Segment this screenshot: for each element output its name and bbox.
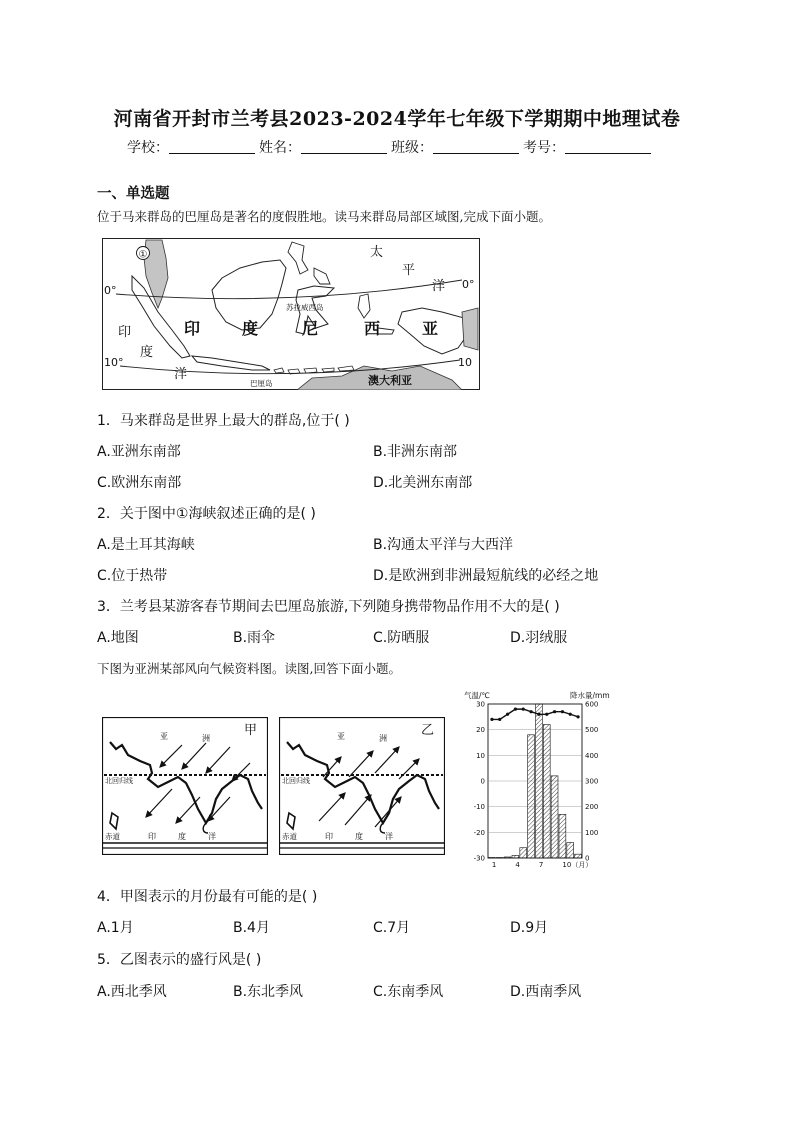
- pacific-char-2: 平: [402, 263, 416, 278]
- precip-tick-label: 300: [585, 777, 599, 786]
- tropic-label-yi: 北回归线: [282, 777, 310, 785]
- question-2-stem: 2．关于图中①海峡叙述正确的是( ): [97, 506, 316, 522]
- equator-label-jia: 赤道: [105, 832, 120, 841]
- temp-tick-label: 10: [476, 751, 485, 760]
- lat-10-right: 10: [458, 356, 472, 369]
- month-label: 1: [491, 861, 497, 869]
- precip-bar: [543, 725, 550, 858]
- temp-point: [553, 710, 556, 713]
- indian-ocean-char-2: 度: [140, 345, 154, 360]
- question-5-option-c[interactable]: C.东南季风: [373, 984, 444, 1000]
- pacific-char-3: 洋: [432, 279, 446, 294]
- intro-text-1: 位于马来群岛的巴厘岛是著名的度假胜地。读马来群岛局部区域图,完成下面小题。: [97, 209, 551, 224]
- country-char-3: 尼: [302, 319, 319, 338]
- precip-tick-label: 500: [585, 726, 599, 735]
- precip-tick-label: 400: [585, 751, 599, 760]
- precip-tick-label: 200: [585, 803, 599, 812]
- asia-char-1-yi: 亚: [337, 732, 345, 741]
- indian-ocean-char-1: 印: [118, 325, 132, 340]
- map-label-yi: 乙: [421, 723, 435, 738]
- asia-char-2-jia: 洲: [202, 734, 210, 743]
- temp-point: [498, 718, 501, 721]
- student-info-line: [127, 137, 655, 157]
- question-5-option-d[interactable]: D.西南季风: [510, 984, 582, 1000]
- temp-point: [490, 718, 493, 721]
- lat-0-right: 0°: [462, 278, 475, 291]
- climate-chart: [458, 688, 634, 874]
- indian-char-1-jia: 印: [148, 832, 156, 841]
- month-labels: [492, 861, 592, 869]
- month-label: 10（月）: [562, 861, 593, 869]
- page-title: 河南省开封市兰考县2023-2024学年七年级下学期期中地理试卷: [113, 108, 681, 130]
- school-label: 学校：: [127, 140, 169, 156]
- country-char-4: 西: [364, 319, 381, 338]
- precip-bar: [559, 814, 566, 858]
- question-2-option-a[interactable]: A.是土耳其海峡: [97, 537, 195, 553]
- question-2-option-c[interactable]: C.位于热带: [97, 568, 168, 584]
- asia-char-1-jia: 亚: [160, 732, 168, 741]
- papua-new-guinea-land: [462, 308, 478, 350]
- question-3-option-c[interactable]: C.防晒服: [373, 630, 430, 646]
- temp-point: [529, 710, 532, 713]
- lat-10-left: 10°: [104, 356, 124, 369]
- precip-bar: [504, 857, 511, 858]
- sulawesi-label: 苏拉威西岛: [286, 303, 324, 312]
- month-label: 4: [515, 861, 520, 869]
- precip-tick-label: 0: [585, 854, 590, 863]
- name-field[interactable]: [301, 139, 387, 154]
- indian-ocean-char-3: 洋: [174, 367, 188, 382]
- indian-char-3-jia: 洋: [208, 832, 216, 841]
- country-char-5: 亚: [422, 319, 439, 338]
- wind-map-yi: [279, 717, 445, 855]
- equator-label-yi: 赤道: [282, 832, 297, 841]
- question-1-option-c[interactable]: C.欧洲东南部: [97, 475, 182, 491]
- class-label: 班级：: [391, 140, 433, 156]
- asia-char-2-yi: 洲: [379, 734, 387, 743]
- question-5-option-a[interactable]: A.西北季风: [97, 984, 167, 1000]
- section-heading: 一、单选题: [97, 186, 170, 202]
- temp-point: [522, 708, 525, 711]
- precip-bar: [528, 735, 535, 858]
- country-char-1: 印: [184, 319, 201, 338]
- question-4-option-b[interactable]: B.4月: [233, 920, 270, 936]
- precip-tick-label: 100: [585, 828, 599, 837]
- strait-marker-label: ①: [138, 249, 148, 261]
- temp-point: [545, 713, 548, 716]
- temp-tick-label: -30: [473, 854, 485, 863]
- question-1-stem: 1．马来群岛是世界上最大的群岛,位于( ): [97, 413, 350, 429]
- indian-char-2-jia: 度: [178, 832, 186, 841]
- temp-point: [561, 710, 564, 713]
- temp-tick-label: 20: [476, 726, 485, 735]
- tropic-label-jia: 北回归线: [105, 777, 133, 785]
- question-3-option-d[interactable]: D.羽绒服: [510, 630, 568, 646]
- temp-tick-label: -20: [473, 828, 485, 837]
- precip-ticks: [585, 701, 598, 863]
- precip-bar: [575, 854, 582, 858]
- question-4-option-a[interactable]: A.1月: [97, 920, 134, 936]
- map-label-jia: 甲: [244, 723, 258, 738]
- number-field[interactable]: [565, 139, 651, 154]
- precip-bar: [551, 776, 558, 858]
- lat-0-left: 0°: [104, 284, 117, 297]
- temp-point: [506, 713, 509, 716]
- australia-label: 澳大利亚: [368, 374, 412, 387]
- class-field[interactable]: [433, 139, 519, 154]
- question-4-stem: 4．甲图表示的月份最有可能的是( ): [97, 889, 318, 905]
- question-1-option-d[interactable]: D.北美洲东南部: [373, 475, 473, 491]
- temp-axis-title: 气温/℃: [464, 691, 490, 700]
- pacific-char-1: 太: [370, 245, 384, 260]
- precip-bar: [489, 857, 496, 858]
- temp-point: [514, 708, 517, 711]
- question-4-option-c[interactable]: C.7月: [373, 920, 411, 936]
- country-char-2: 度: [242, 319, 259, 338]
- indian-char-1-yi: 印: [325, 832, 333, 841]
- temp-tick-label: 0: [480, 777, 485, 786]
- question-5-stem: 5．乙图表示的盛行风是( ): [97, 952, 262, 968]
- bali-label: 巴厘岛: [250, 379, 273, 388]
- indian-char-3-yi: 洋: [385, 832, 393, 841]
- question-1-option-b[interactable]: B.非洲东南部: [373, 444, 458, 460]
- temp-point: [576, 715, 579, 718]
- question-3-option-a[interactable]: A.地图: [97, 630, 139, 646]
- precip-axis-title: 降水量/mm: [570, 691, 610, 700]
- temp-tick-label: -10: [473, 803, 485, 812]
- indian-char-2-yi: 度: [355, 832, 363, 841]
- question-1-option-a[interactable]: A.亚洲东南部: [97, 444, 181, 460]
- question-3-stem: 3．兰考县某游客春节期间去巴厘岛旅游,下列随身携带物品作用不大的是( ): [97, 599, 560, 615]
- precip-bar: [520, 848, 527, 858]
- precip-bar: [567, 843, 574, 858]
- malay-archipelago-map: [102, 238, 480, 390]
- precip-tick-label: 600: [585, 700, 599, 709]
- precip-bar: [536, 704, 543, 858]
- temp-point: [537, 713, 540, 716]
- intro-text-2: 下图为亚洲某部风向气候资料图。读图,回答下面小题。: [97, 661, 401, 676]
- school-field[interactable]: [169, 139, 255, 154]
- name-label: 姓名：: [259, 140, 301, 156]
- question-4-option-d[interactable]: D.9月: [510, 920, 549, 936]
- temp-point: [569, 713, 572, 716]
- temp-ticks: [474, 701, 485, 863]
- question-2-option-d[interactable]: D.是欧洲到非洲最短航线的必经之地: [373, 568, 599, 584]
- temp-tick-label: 30: [476, 700, 485, 709]
- precip-bar: [512, 855, 519, 858]
- question-2-option-b[interactable]: B.沟通太平洋与大西洋: [373, 537, 514, 553]
- month-label: 7: [538, 861, 544, 869]
- wind-map-jia: [102, 717, 268, 855]
- question-5-option-b[interactable]: B.东北季风: [233, 984, 304, 1000]
- precip-bar: [496, 857, 503, 858]
- question-3-option-b[interactable]: B.雨伞: [233, 630, 276, 646]
- number-label: 考号：: [523, 140, 565, 156]
